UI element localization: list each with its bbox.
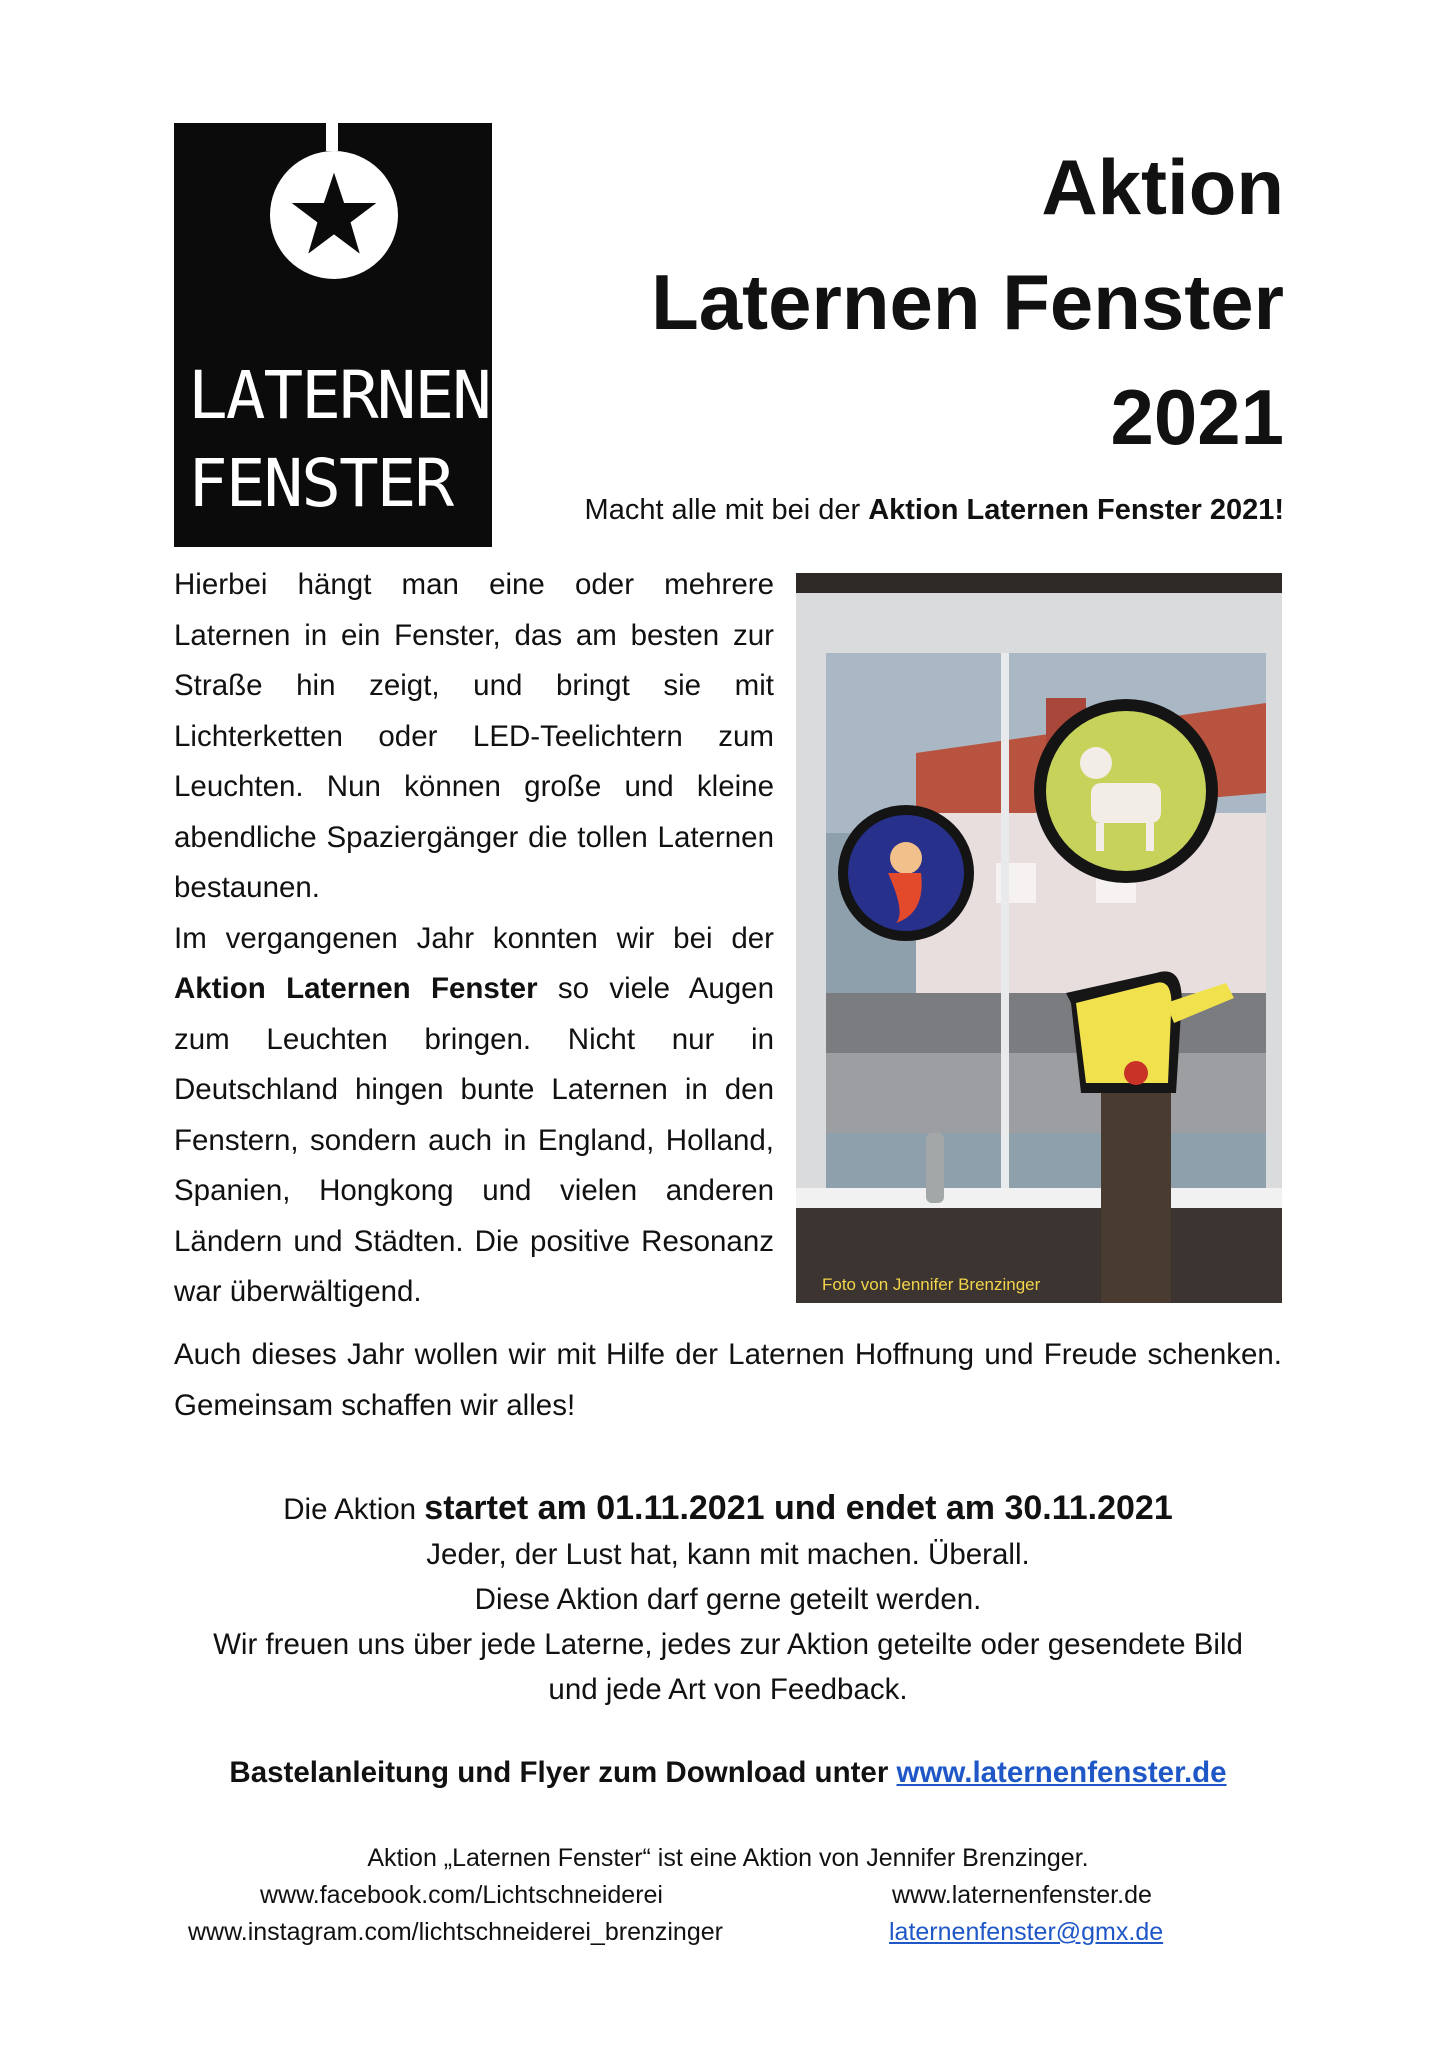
dates-line-4: Wir freuen uns über jede Laterne, jedes zur Aktion geteilte oder gesendete Bild: [213, 1628, 1243, 1661]
dates-block: [174, 1486, 1282, 1712]
title-line-3: 2021: [1110, 373, 1284, 461]
photo-illustration: [796, 573, 1282, 1303]
star-icon: [288, 169, 380, 261]
website-link[interactable]: www.laternenfenster.de: [892, 1881, 1152, 1909]
instagram-link[interactable]: www.instagram.com/lichtschneiderei_brenzinger: [188, 1918, 723, 1946]
subline: [585, 494, 1284, 527]
footer-row-1: [174, 1877, 1282, 1914]
photo-caption: Foto von Jennifer Brenzinger: [822, 1275, 1041, 1294]
footer-row-2: [174, 1914, 1282, 1951]
dates-line-1: [174, 1486, 1282, 1532]
logo-word-fenster: FENSTER: [188, 445, 453, 522]
intro-paragraph-2: [174, 914, 774, 1318]
page-title: [651, 130, 1284, 475]
facebook-link[interactable]: www.facebook.com/Lichtschneiderei: [260, 1881, 663, 1909]
dates-bold: startet am 01.11.2021 und endet am 30.11.2021: [424, 1489, 1173, 1527]
download-text: Bastelanleitung und Flyer zum Download unter: [229, 1756, 897, 1789]
intro-paragraph-1: Hierbei hängt man eine oder mehrere Laternen in ein Fenster, das am besten zur Straße hin zeigt, und bringt sie mit Lichterketten oder LED-Teelichtern zum Leuchten. Nun können große und kleine abendliche Spaziergänger die tollen Laternen bestaunen.: [174, 568, 774, 904]
footer-credit: Aktion „Laternen Fenster“ ist eine Aktion von Jennifer Brenzinger.: [367, 1844, 1089, 1872]
intro-p2-bold: Aktion Laternen Fenster: [174, 972, 538, 1005]
dates-prefix: Die Aktion: [283, 1493, 425, 1526]
download-link[interactable]: www.laternenfenster.de: [896, 1756, 1227, 1789]
intro-p2-prefix: Im vergangenen Jahr konnten wir bei der: [174, 921, 774, 955]
hope-paragraph: Auch dieses Jahr wollen wir mit Hilfe der Laternen Hoffnung und Freude schenken. Gemeinsam schaffen wir alles!: [174, 1338, 1282, 1422]
subline-prefix: Macht alle mit bei der: [584, 494, 869, 526]
intro-p2-rest: so viele Augen zum Leuchten bringen. Nicht nur in Deutschland hingen bunte Laternen in den Fenstern, sondern auch in England, Holland, Spanien, Hongkong und vielen anderen Ländern und Städten. Die positive Resonanz war überwältigend.: [174, 972, 774, 1308]
footer: [174, 1840, 1282, 1951]
dates-line-2: Jeder, der Lust hat, kann mit machen. Überall.: [426, 1538, 1030, 1571]
email-link[interactable]: laternenfenster@gmx.de: [889, 1918, 1164, 1946]
title-line-2: Laternen Fenster: [651, 258, 1284, 346]
download-line: [174, 1756, 1282, 1790]
intro-text: [174, 560, 774, 1318]
dates-line-3: Diese Aktion darf gerne geteilt werden.: [474, 1583, 982, 1616]
logo-word-laternen: LATERNEN: [188, 357, 490, 434]
subline-bold: Aktion Laternen Fenster 2021!: [868, 494, 1284, 526]
lantern-window-photo: [796, 573, 1282, 1303]
logo: [174, 123, 492, 547]
logo-hook: [326, 123, 338, 151]
title-line-1: Aktion: [1041, 143, 1284, 231]
dates-line-5: und jede Art von Feedback.: [548, 1673, 908, 1706]
